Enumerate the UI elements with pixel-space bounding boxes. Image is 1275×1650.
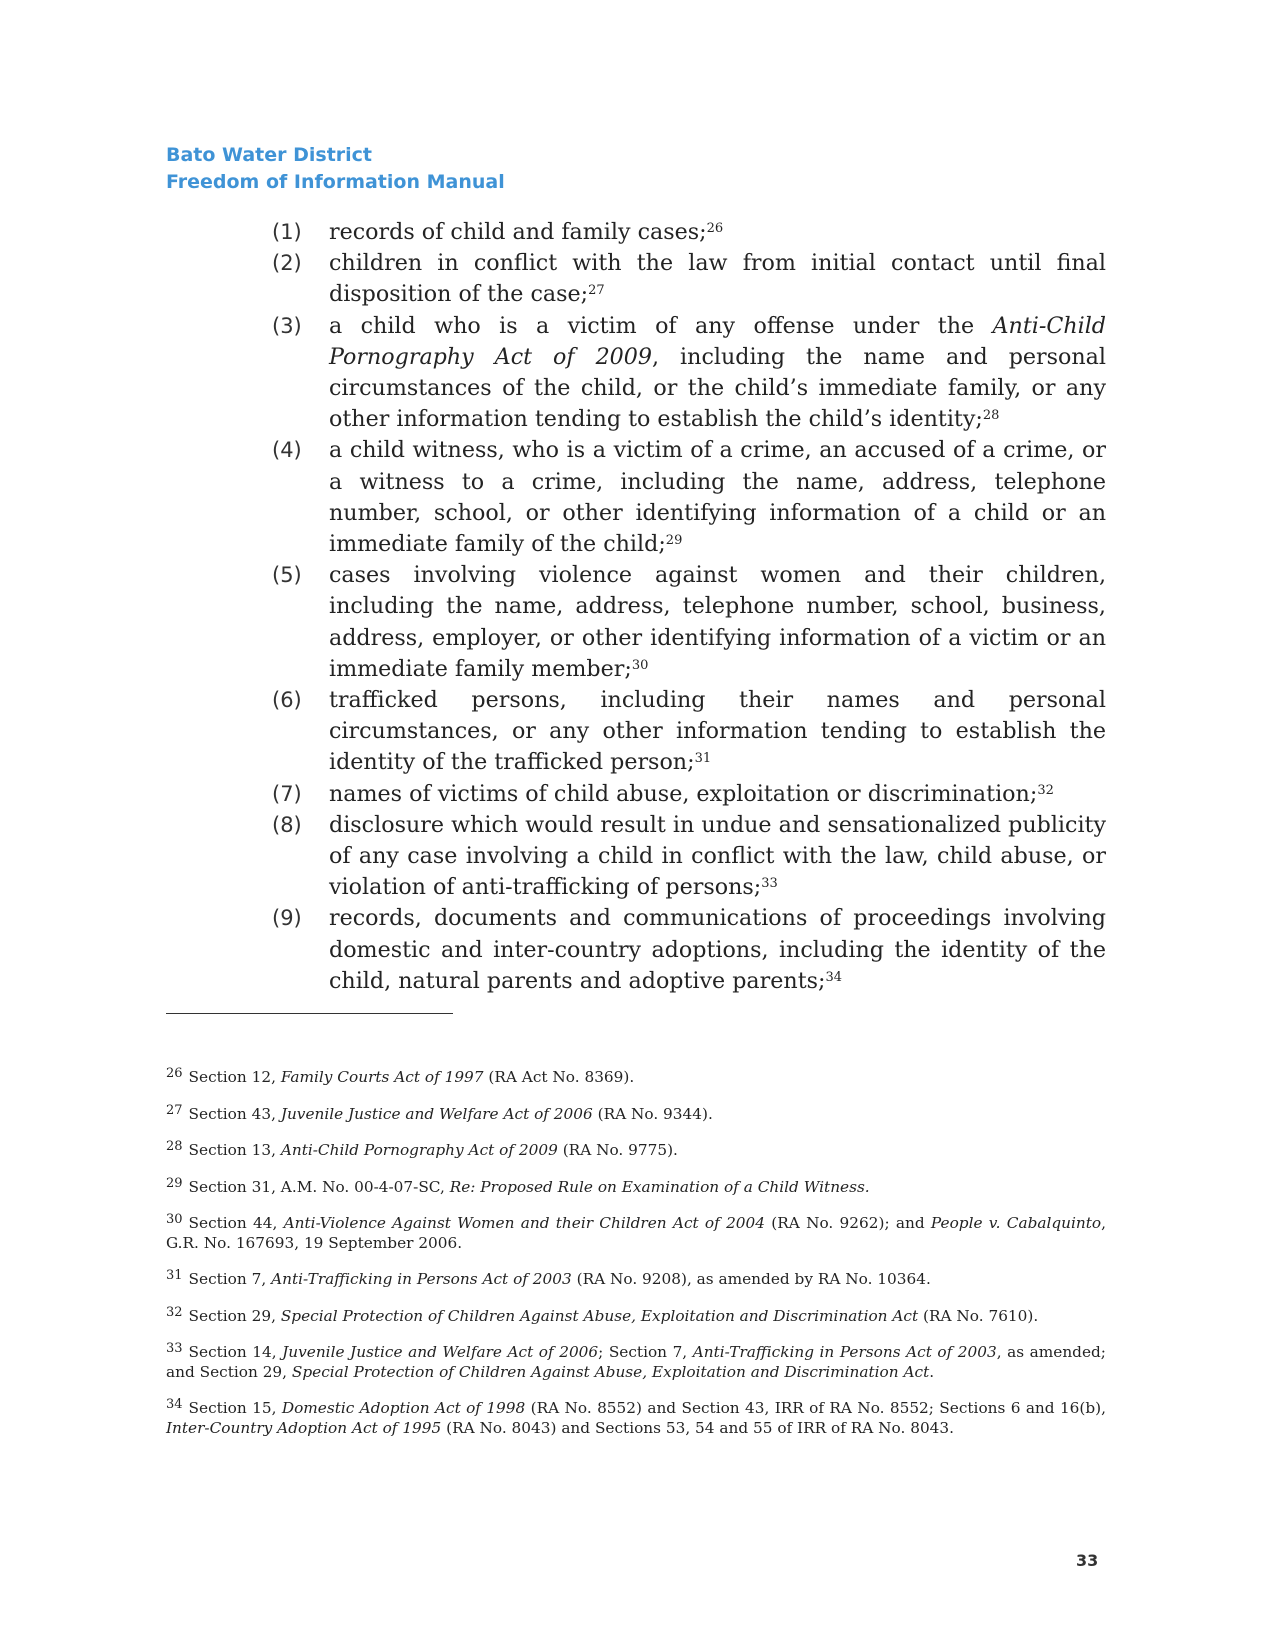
list-item <box>272 779 1106 810</box>
footnote-text: Section 12, Family Courts Act of 1997 (RA Act No. 8369). <box>188 1068 635 1086</box>
footnote-number: 26 <box>166 1066 183 1081</box>
list-item-text: names of victims of child abuse, exploitation or discrimination;$^{32}$ <box>329 780 1054 807</box>
list-item-number: (5) <box>272 563 302 588</box>
footnote-text: Section 29, Special Protection of Children Against Abuse, Exploitation and Discrimination Act (RA No. 7610). <box>188 1306 1039 1325</box>
footnote-text: Section 15, Domestic Adoption Act of 1998 (RA No. 8552) and Section 43, IRR of RA No. 8552; Sections 6 and 16(b), Inter-Country Adoption Act of 1995 (RA No. 8043) and Sections 53, 54 and 55 of IRR of RA No. 8043. <box>166 1399 1106 1437</box>
footnote <box>166 1399 1106 1438</box>
footnote-text: Section 7, Anti-Trafficking in Persons Act of 2003 (RA No. 9208), as amended by RA No. 10364. <box>188 1270 931 1288</box>
list-item-number: (6) <box>272 688 302 713</box>
footnote-text: Section 43, Juvenile Justice and Welfare Act of 2006 (RA No. 9344). <box>188 1104 713 1123</box>
list-item <box>272 810 1106 904</box>
list-item-text: a child who is a victim of any offense under the Anti-Child Pornography Act of 2009, including the name and personal circumstances of the child, or the child’s immediate family, or any other information tending to establish the child’s identity;$^{28}$ <box>329 312 1106 433</box>
list-item-number: (2) <box>272 251 302 276</box>
footnote-number: 34 <box>166 1397 183 1412</box>
footnote-text: Section 44, Anti-Violence Against Women and their Children Act of 2004 (RA No. 9262); and People v. Cabalquinto, G.R. No. 167693, 19 September 2006. <box>166 1214 1106 1252</box>
footnote <box>166 1270 1106 1290</box>
list-item-text: cases involving violence against women and their children, including the name, address, telephone number, school, business, address, employer, or other identifying information of a victim or an immediate family member;$^{30}$ <box>329 562 1106 682</box>
list-item-number: (7) <box>272 781 302 806</box>
list-item-number: (4) <box>272 438 302 463</box>
list-item-text: a child witness, who is a victim of a crime, an accused of a crime, or a witness to a crime, including the name, address, telephone number, school, or other identifying information of a child or an immediate family of the child;$^{29}$ <box>329 437 1106 558</box>
list-item-text: records of child and family cases;$^{26}$ <box>329 219 724 245</box>
list-item <box>272 311 1106 436</box>
footnote-number: 31 <box>166 1268 183 1283</box>
exception-list <box>272 217 1106 997</box>
list-item <box>272 685 1106 779</box>
list-item <box>272 560 1106 685</box>
list-item-text: trafficked persons, including their names and personal circumstances, or any other information tending to establish the identity of the trafficked person;$^{31}$ <box>329 687 1106 776</box>
footnote-number: 30 <box>166 1212 183 1227</box>
list-item <box>272 217 1106 248</box>
header-manual-title: Freedom of Information Manual <box>166 171 505 193</box>
footnote-text: Section 31, A.M. No. 00-4-07-SC, Re: Proposed Rule on Examination of a Child Witness. <box>188 1177 870 1196</box>
footnote-number: 33 <box>166 1341 183 1356</box>
footnote-text: Section 14, Juvenile Justice and Welfare Act of 2006; Section 7, Anti-Trafficking in Persons Act of 2003, as amended; and Section 29, Special Protection of Children Against Abuse, Exploitation and Discrimination Act. <box>166 1343 1106 1381</box>
list-item <box>272 435 1106 560</box>
list-item-number: (1) <box>272 220 302 244</box>
document-header <box>166 142 505 196</box>
footnote <box>166 1141 1106 1161</box>
footnote <box>166 1102 1106 1125</box>
footnote-number: 27 <box>166 1102 183 1118</box>
footnote-separator <box>166 1013 453 1014</box>
footnote-number: 28 <box>166 1139 183 1154</box>
footnote <box>166 1343 1106 1382</box>
footnote-text: Section 13, Anti-Child Pornography Act of 2009 (RA No. 9775). <box>188 1141 678 1159</box>
footnote-number: 32 <box>166 1304 183 1320</box>
footnotes <box>166 1068 1106 1455</box>
footnote <box>166 1068 1106 1088</box>
list-item-text: disclosure which would result in undue and sensationalized publicity of any case involving a child in conflict with the law, child abuse, or violation of anti-trafficking of persons;$^{33}$ <box>329 811 1106 901</box>
list-item-number: (3) <box>272 313 302 338</box>
footnote <box>166 1214 1106 1253</box>
list-item-text: children in conflict with the law from initial contact until final disposition of the case;$^{27}$ <box>329 250 1106 308</box>
list-item <box>272 248 1106 310</box>
list-item-number: (8) <box>272 812 302 837</box>
header-organization: Bato Water District <box>166 144 373 166</box>
footnote-number: 29 <box>166 1175 183 1191</box>
footnote <box>166 1175 1106 1198</box>
page-number: 33 <box>1076 1551 1099 1570</box>
list-item-number: (9) <box>272 906 302 931</box>
list-item <box>272 903 1106 997</box>
list-item-text: records, documents and communications of proceedings involving domestic and inter-country adoptions, including the identity of the child, natural parents and adoptive parents;$^{34}$ <box>329 905 1106 994</box>
footnote <box>166 1304 1106 1327</box>
